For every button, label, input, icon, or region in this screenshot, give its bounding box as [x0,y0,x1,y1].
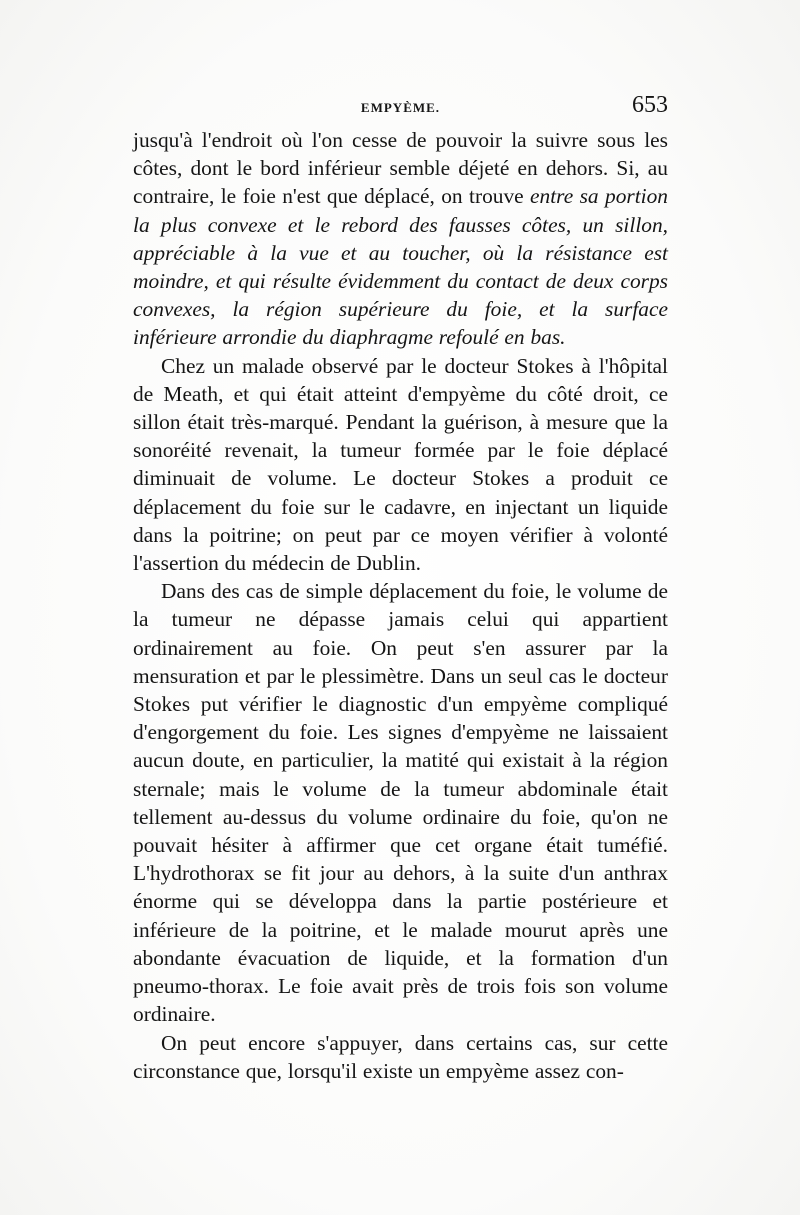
paragraph [133,352,668,578]
paragraph [133,126,668,352]
text-run: Dans des cas de simple déplacement du foie, le volume de la tumeur ne dépasse jamais celui qui appartient ordinairement au foie. On peut s'en assurer par la mensuration et par le plessimètre. Dans un seul cas le docteur Stokes put vérifier le diagnostic d'un empyème compliqué d'engorgement du foie. Les signes d'empyème ne laissaient aucun doute, en particulier, la matité qui existait à la région sternale; mais le volume de la tumeur abdominale était tellement au-dessus du volume ordinaire du foie, qu'on ne pouvait hésiter à affirmer que cet organe était tuméfié. L'hydrothorax se fit jour au dehors, à la suite d'un anthrax énorme qui se développa dans la partie postérieure et inférieure de la poitrine, et le malade mourut après une abondante évacuation de liquide, et la formation d'un pneumo-thorax. Le foie avait près de trois fois son volume ordinaire. [133,579,668,1027]
paragraph [133,577,668,1028]
italic-text-run: entre sa portion la plus convexe et le rebord des fausses côtes, un sillon, appréciable à la vue et au toucher, où la résistance est moindre, et qui résulte évidemment du contact de deux corps convexes, la région supérieure du foie, et la surface inférieure arrondie du diaphragme refoulé en bas. [133,184,668,350]
text-run: jusqu'à l'endroit où l'on cesse de pouvoir la suivre sous les côtes, dont le bord inférieur semble déjeté en dehors. Si, au contraire, le foie n'est que déplacé, on trouve [133,128,668,209]
page-number: 653 [632,92,668,118]
text-run: Chez un malade observé par le docteur Stokes à l'hôpital de Meath, et qui était atteint d'empyème du côté droit, ce sillon était très-marqué. Pendant la guérison, à mesure que la sonoréité revenait, la tumeur formée par le foie déplacé diminuait de volume. Le docteur Stokes a produit ce déplacement du foie sur le cadavre, en injectant un liquide dans la poitrine; on peut par ce moyen vérifier à volonté l'assertion du médecin de Dublin. [133,353,668,576]
paragraph [133,1029,668,1085]
text-run: On peut encore s'appuyer, dans certains cas, sur cette circonstance que, lorsqu'il existe un empyème assez con- [133,1030,668,1083]
running-title: EMPYÈME. [360,100,441,115]
body-text [133,126,668,1085]
